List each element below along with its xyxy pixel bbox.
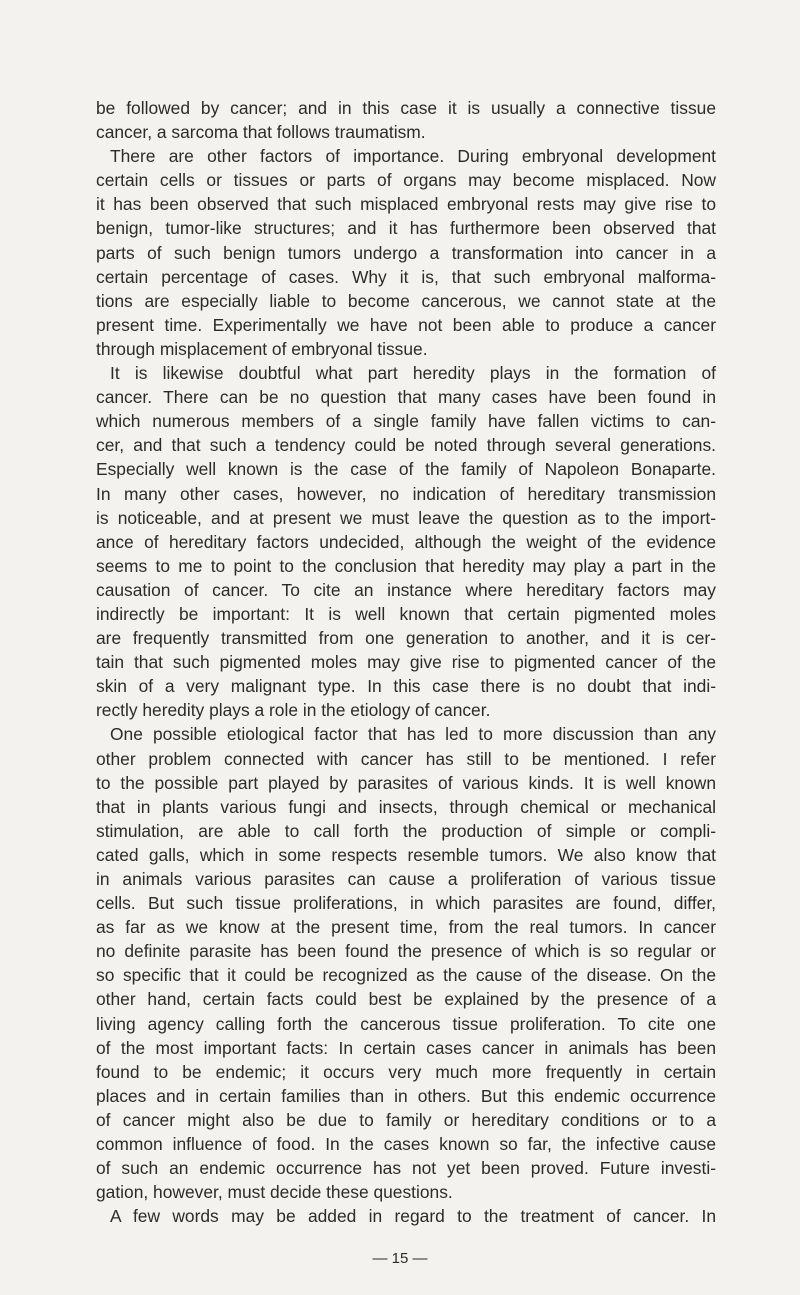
text-line: found to be endemic; it occurs very much more frequently in certain: [96, 1061, 716, 1082]
text-line: tions are especially liable to become cancerous, we cannot state at the: [96, 290, 716, 311]
text-line: no definite parasite has been found the presence of which is so regular or: [96, 941, 716, 962]
text-line: It is likewise doubtful what part heredity plays in the formation of: [110, 363, 716, 384]
text-line: rectly heredity plays a role in the etiology of cancer.: [96, 700, 491, 721]
text-line: certain percentage of cases. Why it is, that such embryonal malforma-: [96, 266, 716, 287]
text-line: so specific that it could be recognized as the cause of the disease. On the: [96, 965, 716, 986]
text-line: gation, however, must decide these questions.: [96, 1182, 453, 1203]
text-line: causation of cancer. To cite an instance where hereditary factors may: [96, 579, 716, 600]
text-line: ance of hereditary factors undecided, although the weight of the evidence: [96, 531, 716, 552]
text-line: it has been observed that such misplaced embryonal rests may give rise to: [96, 194, 716, 215]
text-line: There are other factors of importance. During embryonal development: [110, 146, 716, 167]
text-line: Especially well known is the case of the family of Napoleon Bonaparte.: [96, 459, 716, 480]
text-line: cer, and that such a tendency could be noted through several generations.: [96, 435, 716, 456]
text-line: places and in certain families than in others. But this endemic occurrence: [96, 1085, 716, 1106]
text-line: A few words may be added in regard to the treatment of cancer. In: [110, 1206, 716, 1227]
text-line: that in plants various fungi and insects, through chemical or mechanical: [96, 796, 716, 817]
text-line: to the possible part played by parasites of various kinds. It is well known: [96, 772, 716, 793]
text-line: parts of such benign tumors undergo a transformation into cancer in a: [96, 242, 716, 263]
page-text: [96, 96, 716, 1228]
text-line: other problem connected with cancer has still to be mentioned. I refer: [96, 748, 716, 769]
text-line: of such an endemic occurrence has not yet been proved. Future investi-: [96, 1158, 716, 1179]
text-line: is noticeable, and at present we must leave the question as to the import-: [96, 507, 716, 528]
text-line: other hand, certain facts could best be explained by the presence of a: [96, 989, 716, 1010]
text-line: living agency calling forth the cancerous tissue proliferation. To cite one: [96, 1013, 716, 1034]
page-number: — 15 —: [372, 1250, 428, 1267]
text-line: through misplacement of embryonal tissue.: [96, 338, 428, 359]
text-line: common influence of food. In the cases known so far, the infective cause: [96, 1134, 716, 1155]
text-line: cells. But such tissue proliferations, in which parasites are found, differ,: [96, 893, 716, 914]
text-line: indirectly be important: It is well known that certain pigmented moles: [96, 603, 716, 624]
text-line: of cancer might also be due to family or hereditary conditions or to a: [96, 1109, 716, 1130]
text-line: skin of a very malignant type. In this case there is no doubt that indi-: [96, 676, 716, 697]
text-line: benign, tumor-like structures; and it has furthermore been observed that: [96, 218, 716, 239]
text-line: are frequently transmitted from one generation to another, and it is cer-: [96, 628, 716, 649]
text-line: which numerous members of a single family have fallen victims to can-: [96, 411, 716, 432]
text-line: in animals various parasites can cause a proliferation of various tissue: [96, 869, 716, 889]
text-line: cancer. There can be no question that many cases have been found in: [96, 387, 716, 408]
text-line: cated galls, which in some respects resemble tumors. We also know that: [96, 844, 716, 865]
text-line: stimulation, are able to call forth the production of simple or compli-: [96, 820, 716, 841]
text-line: tain that such pigmented moles may give rise to pigmented cancer of the: [96, 652, 716, 673]
text-line: cancer, a sarcoma that follows traumatism.: [96, 122, 426, 143]
text-line: of the most important facts: In certain cases cancer in animals has been: [96, 1037, 716, 1058]
text-line: In many other cases, however, no indication of hereditary transmission: [96, 483, 716, 504]
text-line: One possible etiological factor that has led to more discussion than any: [110, 724, 716, 745]
text-line: as far as we know at the present time, from the real tumors. In cancer: [96, 917, 716, 938]
text-line: present time. Experimentally we have not been able to produce a cancer: [96, 314, 716, 335]
text-line: certain cells or tissues or parts of organs may become misplaced. Now: [96, 170, 716, 191]
text-line: be followed by cancer; and in this case it is usually a connective tissue: [96, 98, 716, 118]
text-line: seems to me to point to the conclusion that heredity may play a part in the: [96, 555, 716, 576]
